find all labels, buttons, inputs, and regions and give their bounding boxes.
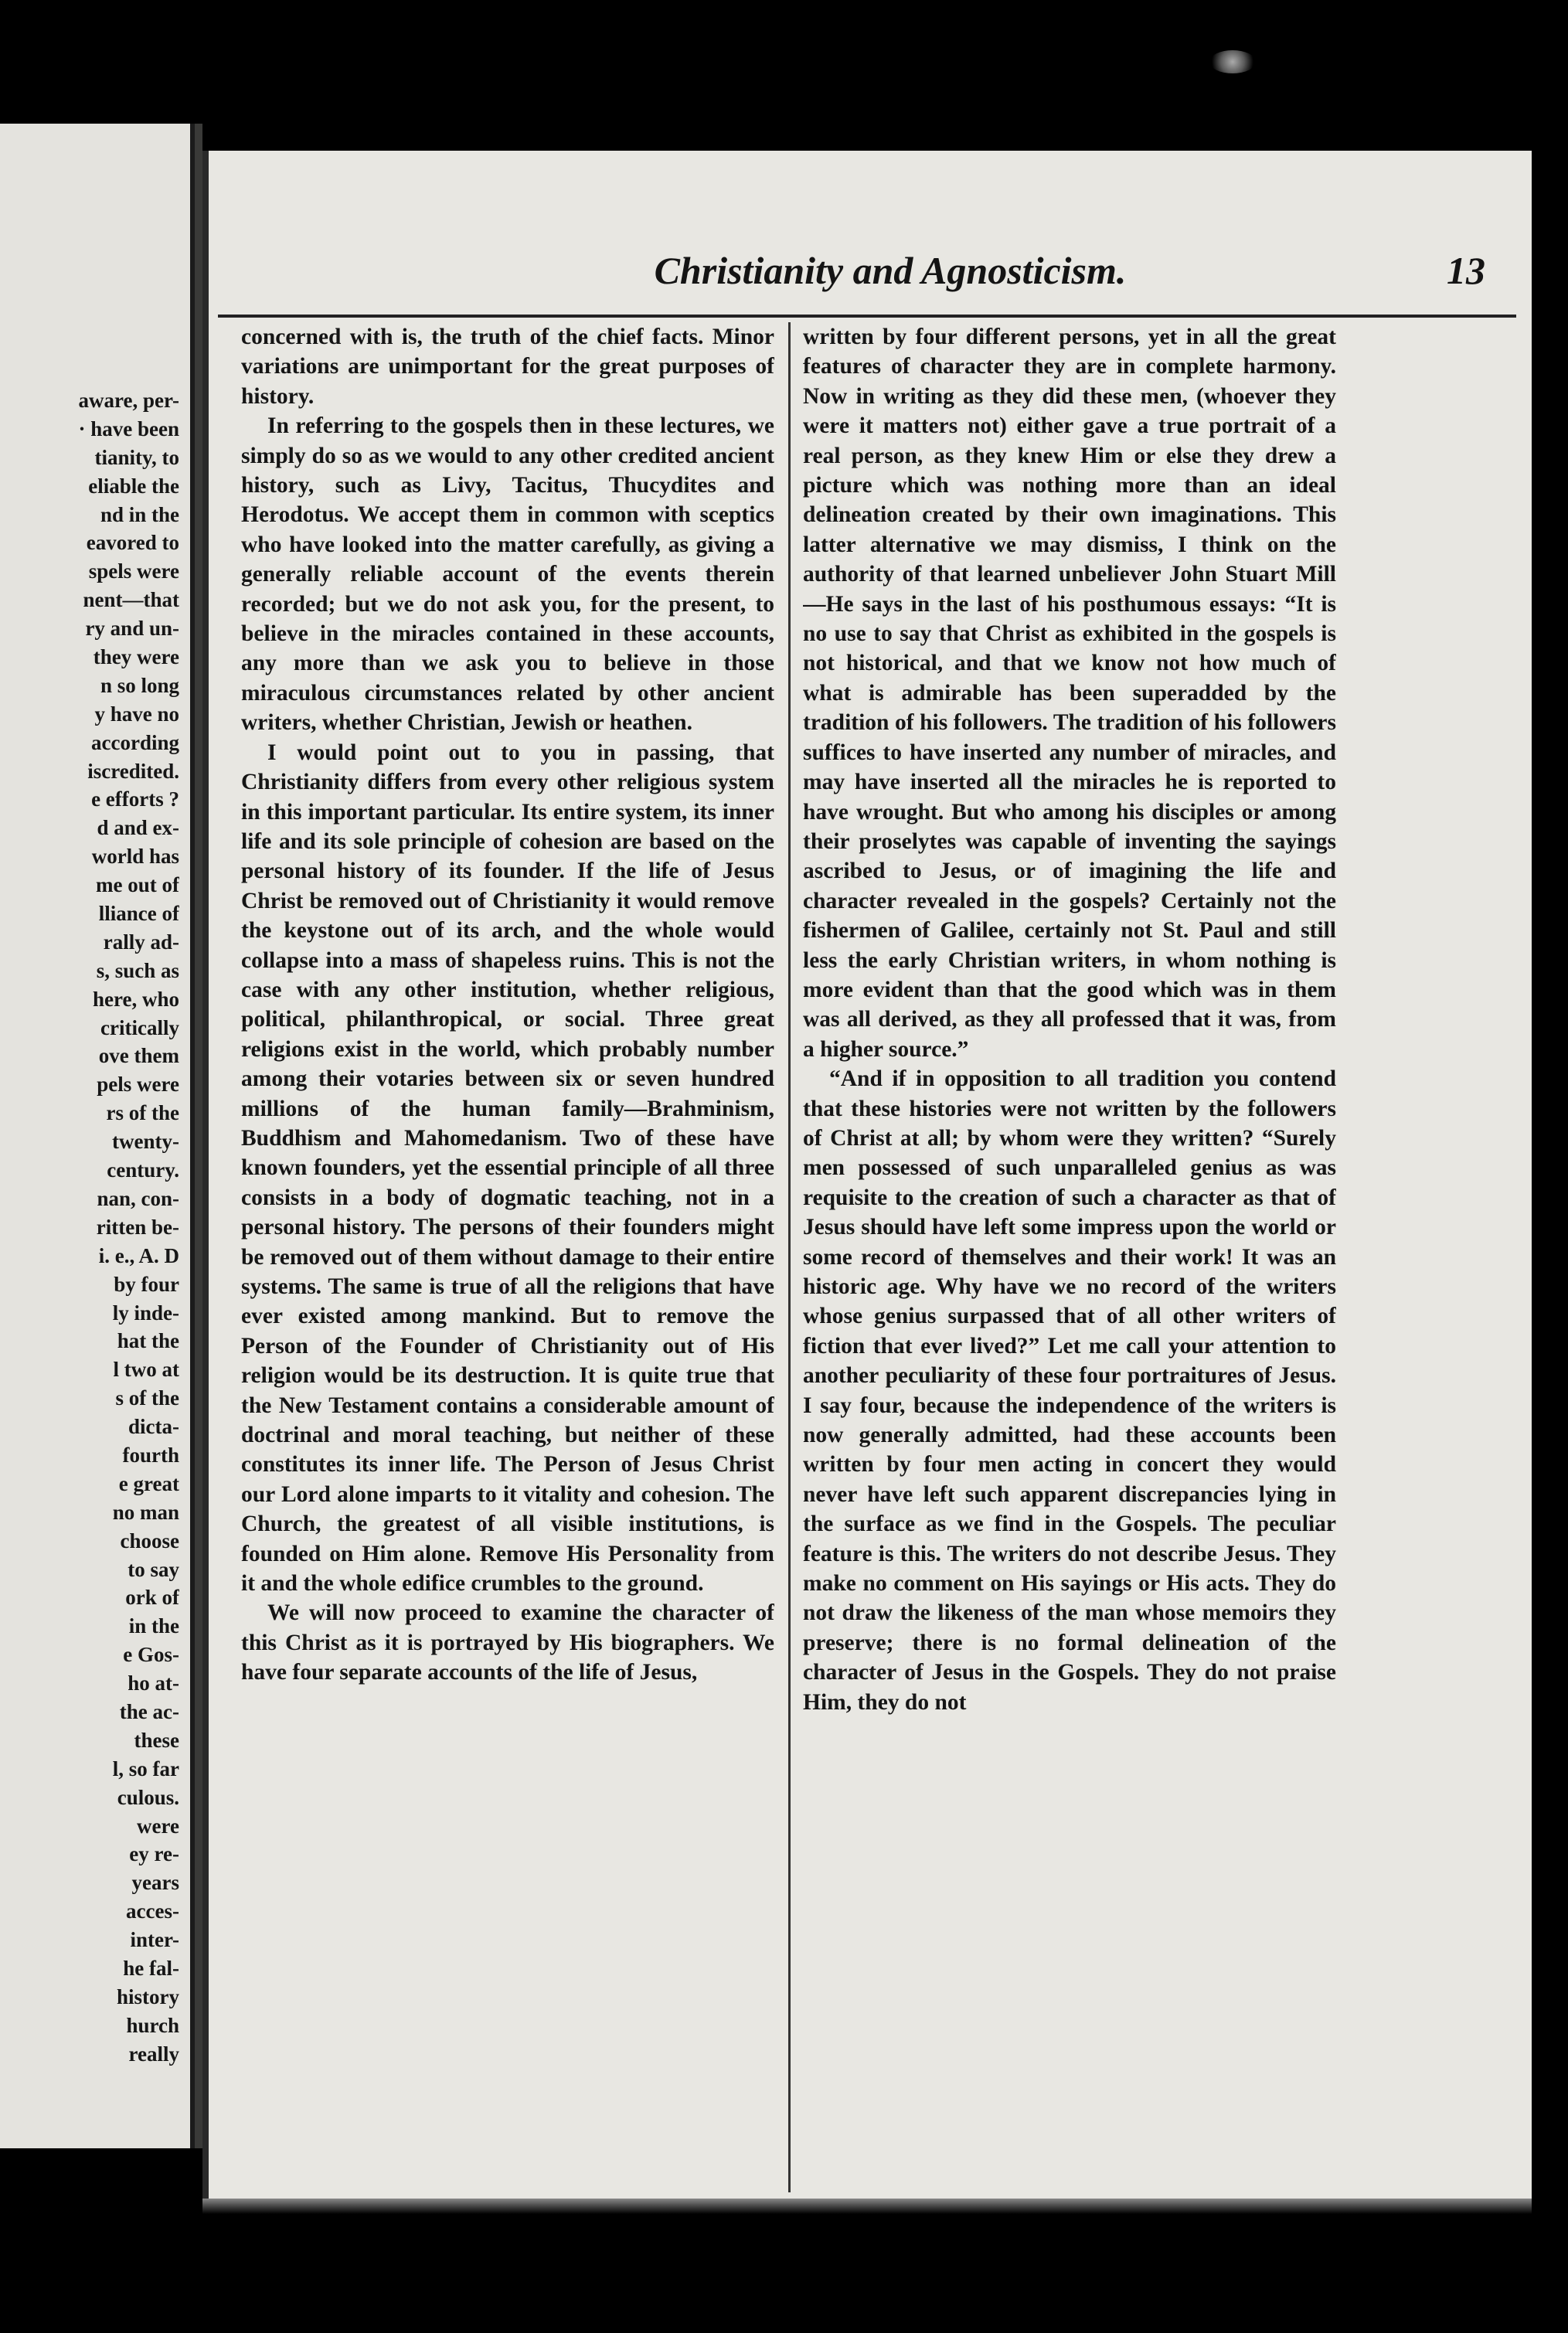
scan-blemish [1209, 50, 1256, 73]
previous-page-line: · have been [78, 417, 179, 440]
previous-page-line: rs of the [106, 1101, 179, 1125]
running-head [202, 243, 1532, 298]
previous-page-line: these [134, 1728, 179, 1752]
previous-page-line: me out of [96, 873, 179, 897]
previous-page-line: s of the [115, 1386, 179, 1410]
previous-page-line: history [117, 1984, 179, 2008]
previous-page-line: s, such as [96, 958, 179, 982]
previous-page-line: e great [118, 1471, 179, 1495]
previous-page-line: to say [128, 1557, 179, 1581]
previous-page-line: ork of [125, 1586, 179, 1610]
previous-page-line: aware, per- [78, 389, 179, 412]
previous-page-line: choose [120, 1529, 179, 1552]
paragraph: I would point out to you in passing, that Christianity differs from every other religious system in this important particular. Its entire system, its inner life and its sole principle of cohesion are based on the personal history of its founder. If the life of Jesus Christ be removed out of Christianity it would remove the keystone out of its arch, and the whole would collapse into a mass of shapeless ruins. This is not the case with any other institution, whether religious, political, philanthropical, or social. Three great religions exist in the world, which probably number among their votaries between six or seven hundred millions of the human family—Brahminism, Buddhism and Mahomedanism. Two of these have known founders, yet the essential principle of all three consists in a body of dogmatic teaching, not in a personal history. The persons of their founders might be removed out of them without damage to their entire systems. The same is true of all the religions that have ever existed among mankind. But to remove the Person of the Founder of Christianity out of His religion would be its destruction. It is quite true that the New Testament contains a considerable amount of doctrinal and moral teaching, but neither of these constitutes its inner life. The Person of Jesus Christ our Lord alone imparts to it vitality and cohesion. The Church, the greatest of all visible institutions, is founded on Him alone. Remove His Personality from it and the whole edifice crumbles to the ground. [241, 740, 774, 1597]
previous-page-line: hat the [117, 1329, 179, 1353]
previous-page-text [0, 386, 179, 2069]
previous-page-line: twenty- [112, 1130, 179, 1154]
previous-page-line: here, who [93, 987, 179, 1011]
previous-page-line: in the [128, 1614, 179, 1638]
book-page [202, 151, 1532, 2199]
previous-page-line: century. [107, 1158, 179, 1182]
previous-page-line: e Gos- [123, 1643, 179, 1667]
previous-page-line: y have no [94, 702, 179, 726]
previous-page-line: ove them [98, 1044, 179, 1068]
previous-page-line: tianity, to [94, 445, 179, 469]
previous-page-line: ry and un- [85, 617, 179, 641]
previous-page-line: fourth [122, 1443, 179, 1467]
right-text-column [803, 322, 1336, 2192]
page-shadow [202, 2199, 1532, 2214]
previous-page-line: they were [93, 645, 179, 669]
page-number: 13 [1447, 249, 1485, 292]
previous-page-line: inter- [130, 1928, 179, 1952]
previous-page-fragment [0, 124, 195, 2148]
paragraph: written by four different persons, yet in all the great features of character they are in complete harmony. Now in writing as they did these men, (whoever they were it matters not) either gave a true portrait of a real person, as they knew Him or else they drew a picture which was nothing more than an ideal delineation created by their own imaginations. This latter alternative we may dismiss, I think on the authority of that learned unbeliever John Stuart Mill—He says in the last of his posthumous essays: “It is no use to say that Christ as exhibited in the gospels is not historical, and that we know not how much of what is admirable has been superadded by the tradition of his followers. The tradition of his followers suffices to have inserted any number of miracles, and may have inserted all the miracles he is reported to have wrought. But who among his disciples or among their proselytes was capable of inventing the sayings ascribed to Jesus, or of imagining the life and character revealed in the gospels? Certainly not the fishermen of Galilee, certainly not St. Paul and still less the early Christian writers, in whom nothing is more evident than that the good which was in them was all derived, as they all professed that it was, from a higher source.” [803, 325, 1336, 1062]
previous-page-line: by four [114, 1272, 179, 1296]
previous-page-line: pels were [97, 1073, 179, 1097]
paragraph: concerned with is, the truth of the chief facts. Minor variations are unimportant for the great purposes of history. [241, 325, 774, 409]
previous-page-line: ly inde- [112, 1301, 179, 1325]
paragraph: “And if in opposition to all tradition you contend that these histories were not written by the followers of Christ at all; by whom were they written? “Surely men possessed of such unparalleled genius as was requisite to the creation of such a character as that of Jesus should have left some impress upon the world or some record of themselves and their work! It was an historic age. Why have we no record of the writers whose genius surpassed that of all other writers of fiction that ever lived?” Let me call your attention to another peculiarity of these four portraitures of Jesus. I say four, because the independence of the writers is now generally admitted, had these accounts been written by four men acting in concert they would never have left such apparent discrepancies lying in the surface as we find in the Gospels. The peculiar feature is this. The writers do not describe Jesus. They make no comment on His sayings or His acts. They do not draw the likeness of the man whose memoirs they preserve; there is no formal delineation of the character of Jesus in the Gospels. They do not praise Him, they do not [803, 1066, 1336, 1715]
previous-page-line: he fal- [123, 1956, 179, 1980]
previous-page-line: eliable the [88, 474, 179, 498]
previous-page-line: culous. [117, 1785, 179, 1809]
previous-page-line: l, so far [112, 1757, 179, 1780]
previous-page-line: ey re- [129, 1842, 179, 1866]
previous-page-line: critically [100, 1015, 179, 1039]
previous-page-line: ritten be- [96, 1215, 179, 1239]
book-binding [195, 124, 202, 2148]
previous-page-line: ho at- [128, 1672, 179, 1695]
paragraph: We will now proceed to examine the character of this Christ as it is portrayed by His biographers. We have four separate accounts of the life of Jesus, [241, 1600, 774, 1685]
header-rule [218, 315, 1516, 318]
paragraph: In referring to the gospels then in these lectures, we simply do so as we would to any other credited ancient history, such as Livy, Tacitus, Thucydites and Herodotus. We accept them in common with sceptics who have looked into the matter carefully, as giving a generally reliable account of the events therein recorded; but we do not ask you, for the present, to believe in the miracles contained in these accounts, any more than we ask you to believe in those miraculous circumstances related by other ancient writers, whether Christian, Jewish or heathen. [241, 413, 774, 736]
page-border [202, 151, 209, 2199]
previous-page-line: nd in the [100, 502, 179, 526]
previous-page-line: no man [112, 1500, 179, 1524]
previous-page-line: were [137, 1814, 179, 1838]
previous-page-line: the ac- [119, 1699, 179, 1723]
previous-page-line: dicta- [128, 1415, 179, 1439]
previous-page-line: nent—that [83, 588, 179, 612]
previous-page-line: i. e., A. D [98, 1243, 179, 1267]
previous-page-line: acces- [126, 1899, 179, 1923]
previous-page-line: really [128, 2042, 179, 2066]
previous-page-line: iscredited. [87, 759, 179, 783]
previous-page-line: spels were [88, 559, 179, 583]
previous-page-line: rally ad- [103, 930, 179, 954]
previous-page-line: eavored to [86, 531, 179, 555]
column-divider [788, 322, 791, 2192]
previous-page-line: years [131, 1871, 179, 1895]
previous-page-line: hurch [126, 2013, 179, 2037]
left-text-column [241, 322, 774, 2192]
previous-page-line: n so long [100, 673, 179, 697]
previous-page-line: e efforts ? [91, 787, 179, 811]
previous-page-line: lliance of [98, 902, 179, 926]
previous-page-line: l two at [113, 1358, 179, 1382]
previous-page-line: nan, con- [97, 1186, 179, 1210]
running-title: Christianity and Agnosticism. [654, 249, 1127, 292]
previous-page-line: d and ex- [97, 816, 179, 840]
previous-page-line: world has [91, 845, 179, 869]
previous-page-line: according [91, 730, 179, 754]
